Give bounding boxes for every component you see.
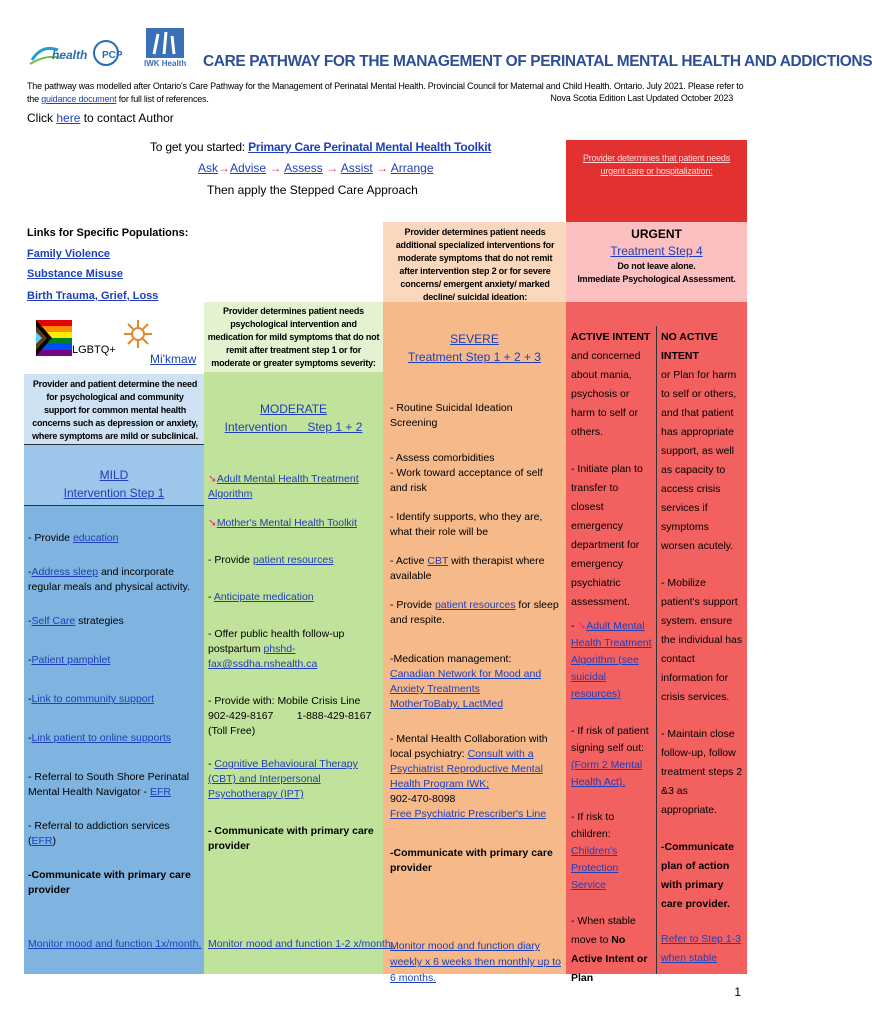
public-health-email-link[interactable]: phshd-fax@ssdha.nshealth.ca [208,643,318,670]
intro-text: The pathway was modelled after Ontario's Care Pathway for the Management of Perinatal Mental Health. Provincial Council for Maternal and Child Health. Ontario. July 2021. Please refer to the guidance document for full list of references. [27,81,744,104]
urgent-header-text: Provider determines that patient needs urgent care or hospitalization: [583,153,730,176]
mild-subtitle-link[interactable]: Intervention Step 1 [63,486,165,500]
pride-flag-icon [36,320,72,356]
mikmaw-star-icon [122,318,154,350]
moderate-title-link[interactable]: MODERATE [259,402,328,416]
severe-title [383,330,566,366]
step-assist-link[interactable]: Assist [340,161,373,175]
mild-title [24,466,204,502]
moderate-subtitle-link[interactable]: Intervention Step 1 + 2 [224,420,363,434]
canmat-link[interactable]: Canadian Network for Mood and Anxiety Treatments [390,668,542,695]
form2-mha-link[interactable]: (Form 2 Mental Health Act). [571,759,643,788]
moderate-items: ➘Adult Mental Health Treatment Algorithm ➘Mother's Mental Health Toolkit - Provide patient resources - Anticipate medication - Offer public health follow-up postpartum phshd-fax@ssdha.nshealth.ca - Provide with: Mobile Crisis Line 902-429-8167 1-888-429-8167 (Toll Free) - Cognitive Behavioural Therapy (CBT) and Interpersonal Psychotherapy (IPT) - Communicate with primary care provider [208,473,375,852]
moderate-title [204,400,383,436]
anticipate-medication-link[interactable]: Anticipate medication [213,591,314,603]
step-ask-link[interactable]: Ask [198,161,219,175]
mothertobaby-link[interactable]: MotherToBaby, LactMed [390,698,504,710]
step-assess-link[interactable]: Assess [284,161,323,175]
patient-resources-link[interactable]: patient resources [252,554,334,566]
arrow-icon: ➘ [577,620,587,632]
navigator-efr-link[interactable]: EFR [149,786,171,798]
education-link[interactable]: education [72,532,119,544]
severe-subtitle-link[interactable]: Treatment Step 1 + 2 + 3 [408,350,541,364]
child-protection-link[interactable]: Children's Protection Service [571,845,619,891]
contact-here-link[interactable]: here [56,111,81,125]
populations-heading: Links for Specific Populations: [27,227,189,239]
arrow-icon: ➘ [208,517,217,529]
family-violence-link[interactable]: Family Violence [27,248,110,260]
severe-footer-link[interactable]: Monitor mood and function diary weekly x 6 weeks then monthly up to 6 months. [390,940,562,984]
urgent-algorithm-link[interactable]: Adult Mental Health Treatment Algorithm (see suicidal resources) [571,620,652,700]
get-started: To get you started: Primary Care Perinatal Mental Health Toolkit [150,140,492,154]
svg-text:PCP: PCP [102,50,123,61]
substance-misuse-link[interactable]: Substance Misuse [27,268,123,280]
severe-patient-resources-link[interactable]: patient resources [434,599,516,611]
active-intent-column: ACTIVE INTENT and concerned about mania, psychosis or harm to self or others. - Initiate plan to transfer to closest emergency department for emergency psychiatric assessment. - ➘Adult Mental Health Treatment Algorithm (see suicidal resources) - If risk of patient signing self out: (Form 2 Mental Health Act). - If risk to children: Children's Protection Service - When stable move to No Active Intent or Plan [571,331,652,984]
guidance-document-link[interactable]: guidance document [41,94,117,104]
mothers-toolkit-link[interactable]: Mother's Mental Health Toolkit [216,517,357,529]
prescribers-line-link[interactable]: Free Psychiatric Prescriber's Line [390,808,547,820]
moderate-description: Provider determines patient needs psychological intervention and medication for mild symptoms that do not remit after treatment step 1 or for moderate or greater symptoms severity: [207,306,380,368]
partner-logo [92,38,128,68]
page-number: 1 [734,985,741,999]
lgbtq-link[interactable]: LGBTQ+ [72,344,116,356]
mild-items: - Provide education -Address sleep and incorporate regular meals and physical activity. -Self Care strategies -Patient pamphlet -Link to community support -Link patient to online supports - Referral to South Shore Perinatal Mental Health Navigator - EFR - Referral to addiction services (EFR) -Communicate with primary care provider [28,532,191,896]
birth-trauma-link[interactable]: Birth Trauma, Grief, Loss [27,290,159,302]
consult-psychiatrist-link[interactable]: Consult with a Psychiatrist Reproductive Mental Health Program IWK; [390,748,543,790]
toolkit-link[interactable]: Primary Care Perinatal Mental Health Toolkit [248,140,492,154]
no-active-intent-column: NO ACTIVE INTENT or Plan for harm to self or others, and that patient has appropriate support, as well as capacity to access crisis services if symptoms worsen acutely. - Mobilize patient's support system. ensure the individual has contact information for crisis services. - Maintain close follow-up, follow treatment steps 2 &3 as appropriate. -Communicate plan of action with primary care provider. [661,331,743,910]
step-advise-link[interactable]: Advise [230,161,267,175]
addiction-efr-link[interactable]: EFR [31,835,53,847]
page-title: CARE PATHWAY FOR THE MANAGEMENT OF PERINATAL MENTAL HEALTH AND ADDICTIONS [203,53,872,70]
urgent-title: URGENT [631,227,682,241]
mild-title-link[interactable]: MILD [99,468,129,482]
online-supports-link[interactable]: Link patient to online supports [31,732,172,744]
severe-title-link[interactable]: SEVERE [450,332,499,346]
mild-footer-link[interactable]: Monitor mood and function 1x/month. [28,938,202,950]
refer-step-link[interactable]: Refer to Step 1-3 when stable [661,933,741,964]
contact-author: Click here to contact Author [27,111,174,125]
cbt-link[interactable]: CBT [427,555,449,567]
address-sleep-link[interactable]: Address sleep [31,566,99,578]
nova-scotia-health-logo: health [28,40,88,66]
patient-pamphlet-link[interactable]: Patient pamphlet [31,654,111,666]
mikmaw-link[interactable]: Mi'kmaw [150,352,197,366]
cbt-ipt-link[interactable]: Cognitive Behavioural Therapy (CBT) and Interpersonal Psychotherapy (IPT) [208,758,358,800]
urgent-title-area: URGENT Treatment Step 4 Do not leave alone. Immediate Psychological Assessment. [566,226,747,286]
self-care-link[interactable]: Self Care [31,615,76,627]
urgent-divider [656,326,657,974]
edition-text: Nova Scotia Edition Last Updated October 2023 [550,93,733,103]
adult-algorithm-link[interactable]: Adult Mental Health Treatment Algorithm [208,473,359,500]
arrow-icon: ➘ [208,473,217,485]
mild-description: Provider and patient determine the need for psychological and community support for common mental health concerns such as depression or anxiety, where symptoms are mild or subclinical. [32,379,198,441]
step-arrange-link[interactable]: Arrange [390,161,434,175]
stepped-care-text: Then apply the Stepped Care Approach [207,183,418,197]
severe-description: Provider determines patient needs additional specialized interventions for moderate symptoms that do not remit after intervention step 2 or for severe concerns/ emergent anxiety/ marked decline/ suicidal ideation: [395,227,555,302]
severe-items: - Routine Suicidal Ideation Screening - Assess comorbidities - Work toward acceptance of self and risk - Identify supports, who they are, what their role will be - Active CBT with therapist where available - Provide patient resources for sleep and respite. -Medication management: Canadian Network for Mood and Anxiety Treatments MotherToBaby, LactMed - Mental Health Collaboration with local psychiatry: Consult with a Psychiatrist Reproductive Mental Health Program IWK; 902-470-8098 Free Psychiatric Prescriber's Line -Communicate with primary care provider [390,402,559,874]
five-a-steps: Ask→Advise → Assess → Assist → Arrange [198,161,434,175]
iwk-health-logo: IWK Health [144,26,186,70]
treatment-step4-link[interactable]: Treatment Step 4 [610,244,703,258]
community-support-link[interactable]: Link to community support [31,693,155,705]
moderate-footer-link[interactable]: Monitor mood and function 1-2 x/month. [208,938,394,950]
